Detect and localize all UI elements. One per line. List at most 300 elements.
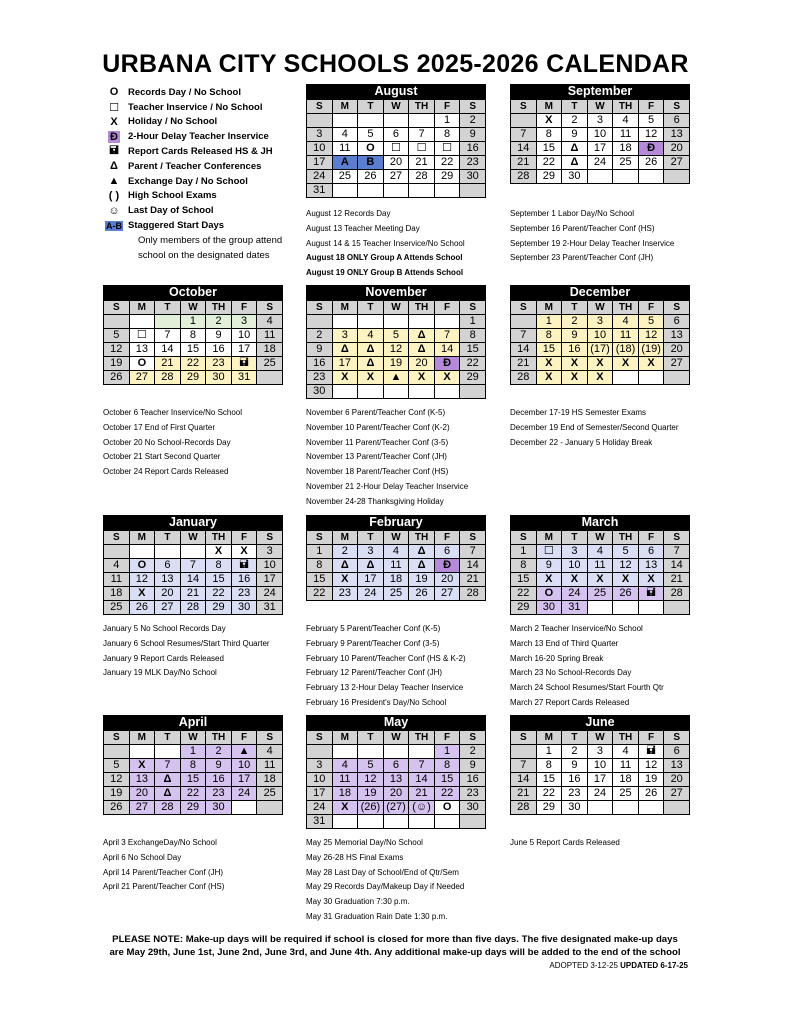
- day-cell: 27: [664, 357, 690, 371]
- legend-label: Exchange Day / No School: [128, 175, 248, 187]
- day-cell: 3: [587, 745, 613, 759]
- day-cell: 3: [257, 545, 283, 559]
- day-cell: 30: [536, 601, 562, 615]
- notes-november: [306, 406, 506, 510]
- day-cell: (17): [587, 343, 613, 357]
- day-cell: 24: [307, 801, 333, 815]
- day-cell: 11: [613, 128, 639, 142]
- day-cell: 6: [383, 759, 409, 773]
- legend-item: [100, 115, 310, 130]
- weekday-header: M: [332, 531, 358, 545]
- day-cell: 11: [332, 142, 358, 156]
- weekday-header: TH: [206, 731, 232, 745]
- event-note: August 12 Records Day: [306, 209, 391, 218]
- event-note: April 21 Parent/Teacher Conf (HS): [103, 882, 225, 892]
- day-cell: 1: [434, 745, 460, 759]
- day-cell: 6: [664, 745, 690, 759]
- day-cell: 15: [206, 573, 232, 587]
- day-cell: 4: [104, 559, 130, 573]
- weekday-header: T: [358, 731, 384, 745]
- day-cell: 24: [358, 587, 384, 601]
- event-note: March 24 School Resumes/Start Fourth Qtr: [510, 683, 664, 693]
- day-cell: 28: [180, 601, 206, 615]
- day-cell: 21: [664, 573, 690, 587]
- legend-label: Holiday / No School: [128, 116, 218, 128]
- day-cell: X: [332, 371, 358, 385]
- day-cell: 17: [257, 573, 283, 587]
- day-cell: 14: [155, 343, 181, 357]
- legend-item: [100, 189, 310, 204]
- day-cell: 18: [104, 587, 130, 601]
- day-cell: 28: [511, 801, 537, 815]
- month-header: January: [103, 515, 283, 530]
- day-cell: 29: [460, 371, 486, 385]
- day-cell: A: [332, 156, 358, 170]
- day-cell: X: [231, 545, 257, 559]
- day-cell: 5: [383, 329, 409, 343]
- day-cell: (☺): [409, 801, 435, 815]
- day-cell: 10: [257, 559, 283, 573]
- day-cell: 2: [332, 545, 358, 559]
- legend-label: Staggered Start Days: [128, 220, 225, 232]
- day-cell: 10: [562, 559, 588, 573]
- day-cell: 15: [460, 343, 486, 357]
- day-cell: 5: [613, 545, 639, 559]
- day-cell: 3: [587, 114, 613, 128]
- day-cell: X: [536, 114, 562, 128]
- day-cell: ☐: [383, 142, 409, 156]
- day-cell: [638, 170, 664, 184]
- day-cell: 25: [383, 587, 409, 601]
- day-cell: 10: [231, 329, 257, 343]
- day-cell: 25: [587, 587, 613, 601]
- day-cell: 26: [104, 371, 130, 385]
- day-cell: 17: [332, 357, 358, 371]
- day-cell: 15: [434, 773, 460, 787]
- day-cell: 14: [511, 142, 537, 156]
- day-cell: X: [638, 357, 664, 371]
- legend-item: [100, 100, 310, 115]
- day-cell: 17: [587, 142, 613, 156]
- weekday-header: W: [383, 731, 409, 745]
- day-cell: 8: [536, 128, 562, 142]
- day-cell: [358, 815, 384, 829]
- day-cell: 27: [129, 801, 155, 815]
- day-cell: 18: [332, 787, 358, 801]
- day-cell: 30: [307, 385, 333, 399]
- day-cell: 21: [155, 357, 181, 371]
- day-cell: [155, 745, 181, 759]
- day-cell: 27: [434, 587, 460, 601]
- day-cell: X: [129, 587, 155, 601]
- day-cell: 11: [613, 329, 639, 343]
- legend-note: Only members of the group attend: [138, 234, 283, 246]
- day-cell: [409, 184, 435, 198]
- event-note: May 25 Memorial Day/No School: [306, 838, 423, 847]
- day-cell: [664, 170, 690, 184]
- legend-label: Teacher Inservice / No School: [128, 101, 263, 113]
- day-cell: 12: [638, 759, 664, 773]
- day-cell: 26: [638, 156, 664, 170]
- day-cell: X: [587, 357, 613, 371]
- event-note: January 19 MLK Day/No School: [103, 668, 217, 678]
- day-cell: 25: [613, 787, 639, 801]
- day-cell: 1: [180, 315, 206, 329]
- day-cell: (19): [638, 343, 664, 357]
- day-cell: X: [358, 371, 384, 385]
- day-cell: [358, 114, 384, 128]
- day-cell: 8: [511, 559, 537, 573]
- day-cell: 30: [206, 801, 232, 815]
- day-cell: 7: [511, 759, 537, 773]
- day-cell: 3: [358, 545, 384, 559]
- day-cell: 10: [587, 128, 613, 142]
- day-cell: [434, 315, 460, 329]
- day-cell: 5: [358, 759, 384, 773]
- day-cell: 16: [562, 773, 588, 787]
- day-cell: [383, 114, 409, 128]
- day-cell: 2: [562, 745, 588, 759]
- weekday-header: W: [587, 301, 613, 315]
- day-cell: 28: [511, 371, 537, 385]
- day-cell: 28: [460, 587, 486, 601]
- weekday-header: TH: [613, 531, 639, 545]
- day-cell: 25: [613, 156, 639, 170]
- event-note: January 6 School Resumes/Start Third Quarter: [103, 638, 270, 648]
- day-cell: 1: [180, 745, 206, 759]
- day-cell: [104, 315, 130, 329]
- notes-february: [306, 622, 506, 711]
- weekday-header: S: [307, 301, 333, 315]
- day-cell: [383, 184, 409, 198]
- day-cell: 29: [206, 601, 232, 615]
- month-calendar-december: [510, 285, 690, 385]
- day-cell: 26: [129, 601, 155, 615]
- day-cell: Đ: [434, 559, 460, 573]
- day-cell: 31: [307, 184, 333, 198]
- event-note: April 6 No School Day: [103, 852, 182, 862]
- day-cell: 7: [180, 559, 206, 573]
- legend-item: [100, 144, 310, 159]
- day-cell: 28: [511, 170, 537, 184]
- day-cell: 19: [104, 357, 130, 371]
- day-cell: 8: [434, 128, 460, 142]
- day-cell: [434, 184, 460, 198]
- day-cell: Δ: [409, 545, 435, 559]
- event-note: September 16 Parent/Teacher Conf (HS): [510, 223, 655, 233]
- legend-symbol: ▲: [108, 175, 120, 188]
- day-cell: 22: [536, 787, 562, 801]
- day-cell: 18: [257, 343, 283, 357]
- weekday-header: S: [511, 100, 537, 114]
- weekday-header: S: [257, 531, 283, 545]
- day-cell: 12: [383, 343, 409, 357]
- day-cell: 13: [129, 773, 155, 787]
- day-cell: [332, 385, 358, 399]
- notes-january: [103, 622, 303, 681]
- event-note: April 3 ExchangeDay/No School: [103, 838, 217, 847]
- day-cell: X: [206, 545, 232, 559]
- day-cell: 2: [562, 114, 588, 128]
- weekday-header: W: [587, 731, 613, 745]
- day-cell: [664, 371, 690, 385]
- day-cell: [332, 315, 358, 329]
- weekday-header: F: [231, 731, 257, 745]
- weekday-header: S: [307, 531, 333, 545]
- day-cell: ☐: [536, 545, 562, 559]
- day-cell: 7: [434, 329, 460, 343]
- day-cell: 2: [206, 315, 232, 329]
- day-cell: [638, 601, 664, 615]
- day-cell: 20: [129, 787, 155, 801]
- day-cell: 4: [587, 545, 613, 559]
- day-cell: [307, 745, 333, 759]
- day-cell: [664, 601, 690, 615]
- day-cell: 23: [206, 357, 232, 371]
- day-cell: 26: [409, 587, 435, 601]
- weekday-header: TH: [409, 731, 435, 745]
- day-cell: 8: [180, 329, 206, 343]
- day-cell: 8: [536, 329, 562, 343]
- day-cell: 30: [460, 801, 486, 815]
- day-cell: 22: [536, 156, 562, 170]
- event-note: January 5 No School Records Day: [103, 624, 226, 633]
- weekday-header: T: [562, 100, 588, 114]
- day-cell: 24: [307, 170, 333, 184]
- day-cell: 19: [638, 773, 664, 787]
- event-note: October 21 Start Second Quarter: [103, 452, 221, 462]
- day-cell: 29: [536, 801, 562, 815]
- notes-may: [306, 836, 506, 925]
- weekday-header: S: [257, 301, 283, 315]
- day-cell: [613, 601, 639, 615]
- event-note: August 13 Teacher Meeting Day: [306, 223, 420, 233]
- weekday-header: TH: [409, 531, 435, 545]
- day-cell: [638, 371, 664, 385]
- day-cell: 5: [638, 315, 664, 329]
- day-cell: 14: [664, 559, 690, 573]
- day-cell: 7: [511, 128, 537, 142]
- day-cell: 5: [104, 329, 130, 343]
- weekday-header: T: [562, 531, 588, 545]
- day-cell: [434, 385, 460, 399]
- weekday-header: S: [307, 731, 333, 745]
- day-cell: 6: [664, 315, 690, 329]
- day-cell: 29: [536, 170, 562, 184]
- day-cell: 26: [104, 801, 130, 815]
- month-calendar-august: [306, 84, 486, 198]
- day-cell: [587, 170, 613, 184]
- event-note: February 10 Parent/Teacher Conf (HS & K-2): [306, 653, 466, 663]
- weekday-header: S: [664, 531, 690, 545]
- event-note: November 11 Parent/Teacher Conf (3-5): [306, 437, 449, 447]
- day-cell: 28: [409, 170, 435, 184]
- weekday-header: S: [104, 301, 130, 315]
- legend-label: High School Exams: [128, 190, 217, 202]
- day-cell: 9: [460, 128, 486, 142]
- day-cell: [129, 545, 155, 559]
- day-cell: 21: [409, 787, 435, 801]
- event-note: November 21 2-Hour Delay Teacher Inservice: [306, 481, 469, 491]
- weekday-header: TH: [206, 531, 232, 545]
- day-cell: [409, 745, 435, 759]
- day-cell: X: [613, 357, 639, 371]
- day-cell: 29: [180, 801, 206, 815]
- day-cell: 8: [536, 759, 562, 773]
- day-cell: 6: [155, 559, 181, 573]
- day-cell: 22: [434, 156, 460, 170]
- day-cell: X: [409, 371, 435, 385]
- event-note: December 19 End of Semester/Second Quarter: [510, 422, 679, 432]
- day-cell: 20: [409, 357, 435, 371]
- day-cell: 28: [155, 371, 181, 385]
- day-cell: [511, 745, 537, 759]
- day-cell: 15: [180, 773, 206, 787]
- day-cell: 25: [332, 170, 358, 184]
- legend-symbol: ☺: [108, 204, 120, 217]
- legend-item: [100, 174, 310, 189]
- weekday-header: T: [562, 731, 588, 745]
- day-cell: Δ: [358, 559, 384, 573]
- day-cell: 13: [664, 128, 690, 142]
- day-cell: [587, 801, 613, 815]
- day-cell: 30: [460, 170, 486, 184]
- legend-item: [100, 129, 310, 144]
- day-cell: O: [536, 587, 562, 601]
- day-cell: Δ: [562, 142, 588, 156]
- weekday-header: F: [434, 100, 460, 114]
- day-cell: 16: [231, 573, 257, 587]
- day-cell: Δ: [358, 343, 384, 357]
- day-cell: [155, 545, 181, 559]
- day-cell: 15: [536, 343, 562, 357]
- weekday-header: F: [638, 301, 664, 315]
- day-cell: 23: [206, 787, 232, 801]
- day-cell: Δ: [358, 357, 384, 371]
- event-note: October 20 No School-Records Day: [103, 437, 231, 447]
- weekday-header: S: [460, 731, 486, 745]
- day-cell: 🖬: [231, 357, 257, 371]
- day-cell: [129, 315, 155, 329]
- day-cell: [155, 315, 181, 329]
- event-note: February 13 2-Hour Delay Teacher Inservice: [306, 683, 464, 693]
- day-cell: 31: [562, 601, 588, 615]
- weekday-header: M: [536, 100, 562, 114]
- day-cell: 25: [257, 357, 283, 371]
- day-cell: 4: [332, 759, 358, 773]
- day-cell: Δ: [155, 773, 181, 787]
- day-cell: 10: [231, 759, 257, 773]
- weekday-header: M: [332, 301, 358, 315]
- day-cell: 8: [434, 759, 460, 773]
- day-cell: O: [129, 357, 155, 371]
- day-cell: [460, 385, 486, 399]
- day-cell: 3: [587, 315, 613, 329]
- day-cell: X: [332, 573, 358, 587]
- day-cell: 15: [180, 343, 206, 357]
- month-header: November: [306, 285, 486, 300]
- day-cell: 29: [180, 371, 206, 385]
- day-cell: 27: [664, 156, 690, 170]
- day-cell: 12: [613, 559, 639, 573]
- day-cell: [460, 815, 486, 829]
- day-cell: 6: [434, 545, 460, 559]
- weekday-header: M: [129, 531, 155, 545]
- day-cell: [257, 371, 283, 385]
- event-note: February 9 Parent/Teacher Conf (3-5): [306, 638, 440, 648]
- event-note: May 26-28 HS Final Exams: [306, 852, 404, 862]
- day-cell: B: [358, 156, 384, 170]
- weekday-header: S: [460, 531, 486, 545]
- day-cell: Δ: [332, 343, 358, 357]
- weekday-header: T: [358, 100, 384, 114]
- day-cell: 21: [511, 156, 537, 170]
- day-cell: 12: [129, 573, 155, 587]
- weekday-header: W: [587, 100, 613, 114]
- event-note: December 22 - January 5 Holiday Break: [510, 437, 653, 447]
- day-cell: 1: [307, 545, 333, 559]
- day-cell: 20: [664, 343, 690, 357]
- day-cell: 20: [664, 773, 690, 787]
- event-note: March 13 End of Third Quarter: [510, 638, 619, 648]
- day-cell: 20: [155, 587, 181, 601]
- weekday-header: M: [332, 731, 358, 745]
- day-cell: 7: [460, 545, 486, 559]
- day-cell: [358, 385, 384, 399]
- legend-symbol: 🖬: [109, 145, 119, 158]
- day-cell: 13: [383, 773, 409, 787]
- day-cell: 31: [257, 601, 283, 615]
- event-note: March 2 Teacher Inservice/No School: [510, 624, 643, 633]
- event-note: May 31 Graduation Rain Date 1:30 p.m.: [306, 911, 448, 921]
- makeup-days-note: [100, 933, 690, 959]
- day-cell: 14: [409, 773, 435, 787]
- day-cell: X: [562, 357, 588, 371]
- day-cell: Δ: [409, 329, 435, 343]
- day-cell: 16: [206, 343, 232, 357]
- day-cell: ▲: [231, 745, 257, 759]
- day-cell: [129, 745, 155, 759]
- day-cell: 20: [434, 573, 460, 587]
- legend-label: Last Day of School: [128, 205, 214, 217]
- event-note: February 12 Parent/Teacher Conf (JH): [306, 668, 443, 678]
- day-cell: 28: [664, 587, 690, 601]
- day-cell: X: [536, 357, 562, 371]
- day-cell: [638, 801, 664, 815]
- day-cell: (27): [383, 801, 409, 815]
- legend-symbol: X: [110, 115, 118, 128]
- day-cell: 🖬: [638, 745, 664, 759]
- day-cell: 2: [460, 114, 486, 128]
- legend: [100, 85, 310, 263]
- event-note: September 23 Parent/Teacher Conf (JH): [510, 253, 654, 263]
- month-header: February: [306, 515, 486, 530]
- day-cell: [307, 114, 333, 128]
- day-cell: 11: [104, 573, 130, 587]
- footer-line-1: PLEASE NOTE: Make-up days will be required if school is closed for more than five days. The five designated make-up days: [112, 934, 678, 945]
- day-cell: 26: [613, 587, 639, 601]
- event-note: May 28 Last Day of School/End of Qtr/Sem: [306, 867, 459, 877]
- day-cell: 12: [638, 329, 664, 343]
- weekday-header: TH: [409, 100, 435, 114]
- day-cell: 3: [231, 315, 257, 329]
- legend-label: 2-Hour Delay Teacher Inservice: [128, 131, 269, 143]
- legend-symbol: Δ: [110, 160, 118, 173]
- legend-item: [100, 218, 310, 233]
- day-cell: [358, 745, 384, 759]
- day-cell: [104, 745, 130, 759]
- day-cell: 20: [383, 787, 409, 801]
